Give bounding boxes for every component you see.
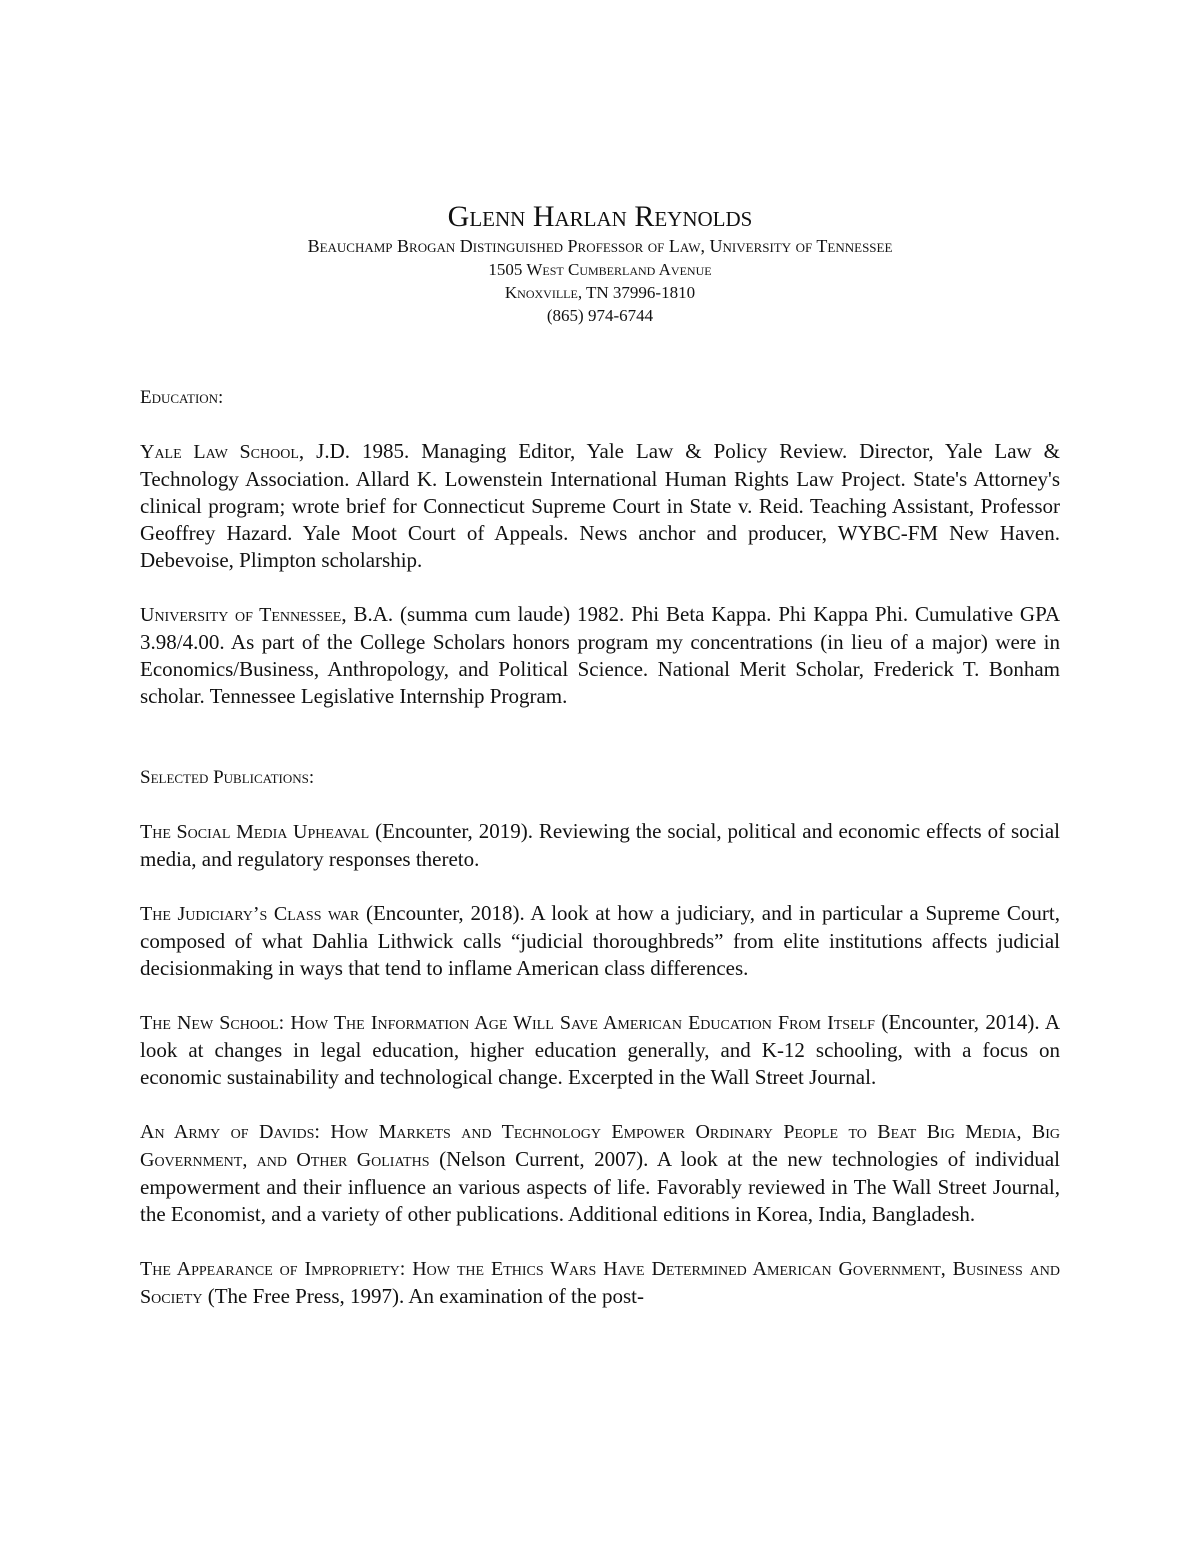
- education-entry-tennessee: [140, 601, 1060, 710]
- publication-title: The New School: How The Information Age Will Save American Education From Itself: [140, 1012, 875, 1034]
- publication-title: The Judiciary’s Class war: [140, 903, 360, 925]
- education-heading: Education:: [140, 387, 224, 408]
- cv-header: [140, 200, 1060, 327]
- phone-number: (865) 974-6744: [546, 306, 654, 325]
- cv-body: [140, 384, 1060, 1311]
- entry-text: (Encounter, 2019). Reviewing the social, political and economic effects of social media, and regulatory responses thereto.: [140, 819, 1060, 871]
- author-name: Glenn Harlan Reynolds: [447, 200, 753, 233]
- entry-text: (Encounter, 2018). A look at how a judiciary, and in particular a Supreme Court, composed of what Dahlia Lithwick calls “judicial thoroughbreds” from elite institutions affects judicial decisionmaking in ways that tend to inflame American class differences.: [140, 901, 1060, 980]
- publication-entry: [140, 900, 1060, 982]
- publication-title: The Social Media Upheaval: [140, 821, 370, 843]
- author-title: Beauchamp Brogan Distinguished Professor of Law, University of Tennessee: [307, 236, 893, 256]
- entry-text: , B.A. (summa cum laude) 1982. Phi Beta Kappa. Phi Kappa Phi. Cumulative GPA 3.98/4.00. As part of the College Scholars honors program my concentrations (in lieu of a major) were in Economics/Business, Anthropology, and Political Science. National Merit Scholar, Frederick T. Bonham scholar. Tennessee Legislative Internship Program.: [140, 602, 1061, 708]
- publication-title: The Appearance of Impropriety: How the Ethics Wars Have Determined American Government, Business and Society: [140, 1258, 1060, 1308]
- entry-text: (Encounter, 2014). A look at changes in legal education, higher education generally, and K-12 schooling, with a focus on economic sustainability and technological change. Excerpted in the Wall Street Journal.: [140, 1010, 1060, 1089]
- entry-text: , J.D. 1985. Managing Editor, Yale Law & Policy Review. Director, Yale Law & Technology Association. Allard K. Lowenstein International Human Rights Law Project. State's Attorney's clinical program; wrote brief for Connecticut Supreme Court in State v. Reid. Teaching Assistant, Professor Geoffrey Hazard. Yale Moot Court of Appeals. News anchor and producer, WYBC-FM New Haven. Debevoise, Plimpton scholarship.: [140, 439, 1061, 572]
- publication-entry: [140, 1255, 1060, 1311]
- publications-heading: Selected Publications:: [140, 767, 315, 788]
- entry-text: (The Free Press, 1997). An examination of the post-: [202, 1284, 644, 1308]
- entry-text: (Nelson Current, 2007). A look at the new technologies of individual empowerment and their influence an various aspects of life. Favorably reviewed in The Wall Street Journal, the Economist, and a variety of other publications. Additional editions in Korea, India, Bangladesh.: [140, 1147, 1060, 1226]
- publication-entry: [140, 818, 1060, 873]
- publication-entry: [140, 1009, 1060, 1091]
- institution-name: University of Tennessee: [140, 604, 342, 626]
- address-city: Knoxville, TN 37996-1810: [504, 283, 696, 302]
- publication-title: An Army of Davids: How Markets and Technology Empower Ordinary People to Beat Big Media, Big Government, and Other Goliaths: [140, 1121, 1060, 1171]
- publication-entry: [140, 1118, 1060, 1228]
- institution-name: Yale Law School: [140, 441, 299, 463]
- address-street: 1505 West Cumberland Avenue: [488, 260, 712, 279]
- education-entry-yale: [140, 438, 1060, 574]
